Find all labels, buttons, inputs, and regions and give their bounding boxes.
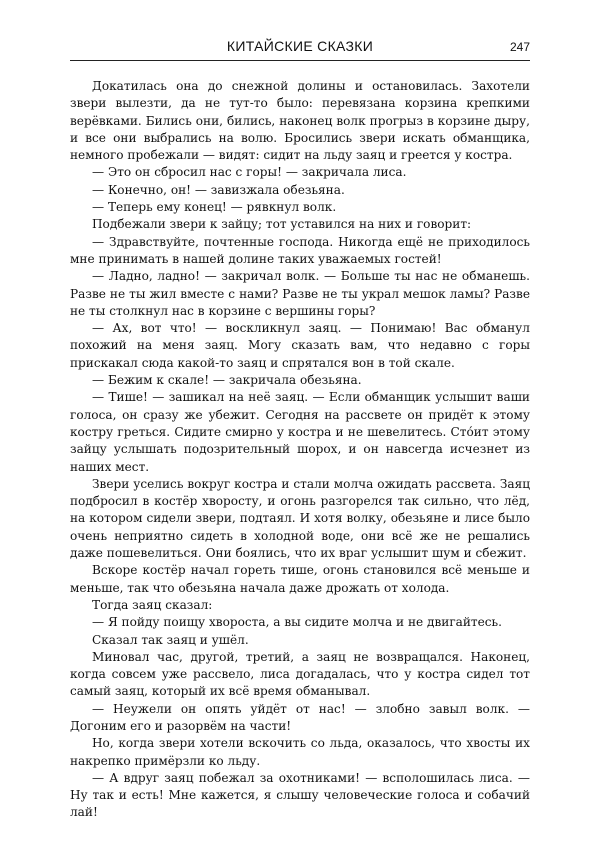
paragraph: — А вдруг заяц побежал за охотниками! — всполошилась лиса. — Ну так и есть! Мне кажется, я слышу человеческие голоса и собачий лай! bbox=[70, 770, 530, 820]
paragraph: — Здравствуйте, почтенные господа. Никогда ещё не приходилось мне принимать в нашей долине таких уважаемых гостей! bbox=[70, 234, 530, 266]
paragraph: Звери уселись вокруг костра и стали молча ожидать рассвета. Заяц подбросил в костёр хворосту, и огонь разгорелся так сильно, что лёд, на котором сидели звери, подтаял. И хотя волку, обезьяне и лисе было очень неприятно сидеть в холодной воде, они всё же не решались даже пошевелиться. Они боялись, что их враг услышит шум и сбежит. bbox=[70, 476, 530, 561]
paragraph: — Теперь ему конец! — рявкнул волк. bbox=[92, 200, 337, 215]
story-text bbox=[70, 78, 530, 822]
paragraph: — Бежим к скале! — закричала обезьяна. bbox=[92, 373, 362, 388]
page-header bbox=[70, 34, 530, 61]
paragraph: — Конечно, он! — завизжала обезьяна. bbox=[92, 182, 345, 197]
paragraph: Тогда заяц сказал: bbox=[92, 597, 213, 612]
page-number: 247 bbox=[509, 40, 530, 54]
paragraph: Миновал час, другой, третий, а заяц не возвращался. Наконец, когда совсем уже рассвело, лиса догадалась, что у костра сидел тот самый заяц, который их всё время обманывал. bbox=[70, 649, 530, 699]
paragraph: Докатилась она до снежной долины и остановилась. Захотели звери вылезти, да не тут-то было: перевязана корзина крепкими верёвками. Бились они, бились, наконец волк прогрыз в корзине дыру, и все они выбрались на волю. Бросились звери искать обманщика, немного пробежали — видят: сидит на льду заяц и греется у костра. bbox=[70, 79, 530, 163]
paragraph: — Ах, вот что! — воскликнул заяц. — Понимаю! Вас обманул похожий на меня заяц. Могу сказать вам, что недавно с горы прискакал сюда какой-то заяц и спрятался вон в той скале. bbox=[70, 321, 530, 370]
paragraph: — Неужели он опять уйдёт от нас! — злобно завыл волк. — Догоним его и разорвём на части! bbox=[70, 701, 530, 733]
running-title: КИТАЙСКИЕ СКАЗКИ bbox=[226, 38, 374, 54]
paragraph: Но, когда звери хотели вскочить со льда, оказалось, что хвосты их накрепко примёрзли ко льду. bbox=[70, 736, 530, 768]
paragraph: Подбежали звери к зайцу; тот уставился на них и говорит: bbox=[92, 217, 472, 232]
paragraph: — Ладно, ладно! — закричал волк. — Больше ты нас не обманешь. Разве не ты жил вместе с нами? Разве не ты украл мешок ламы? Разве не ты столкнул нас в корзине с вершины горы? bbox=[70, 269, 530, 318]
paragraph: Вскоре костёр начал гореть тише, огонь становился всё меньше и меньше, так что обезьяна начала даже дрожать от холода. bbox=[70, 563, 530, 595]
paragraph: — Я пойду поищу хвороста, а вы сидите молча и не двигайтесь. bbox=[92, 615, 502, 630]
paragraph: Сказал так заяц и ушёл. bbox=[92, 632, 249, 647]
paragraph: — Это он сбросил нас с горы! — закричала лиса. bbox=[92, 165, 407, 180]
paragraph: — Тише! — зашикал на неё заяц. — Если обманщик услышит ваши голоса, он сразу же убежит. Сегодня на рассвете он придёт к этому костру греться. Сидите смирно у костра и не шевелитесь. Сто́ит этому зайцу услышать подозрительный шорох, и он навсегда исчезнет из наших мест. bbox=[70, 390, 530, 474]
